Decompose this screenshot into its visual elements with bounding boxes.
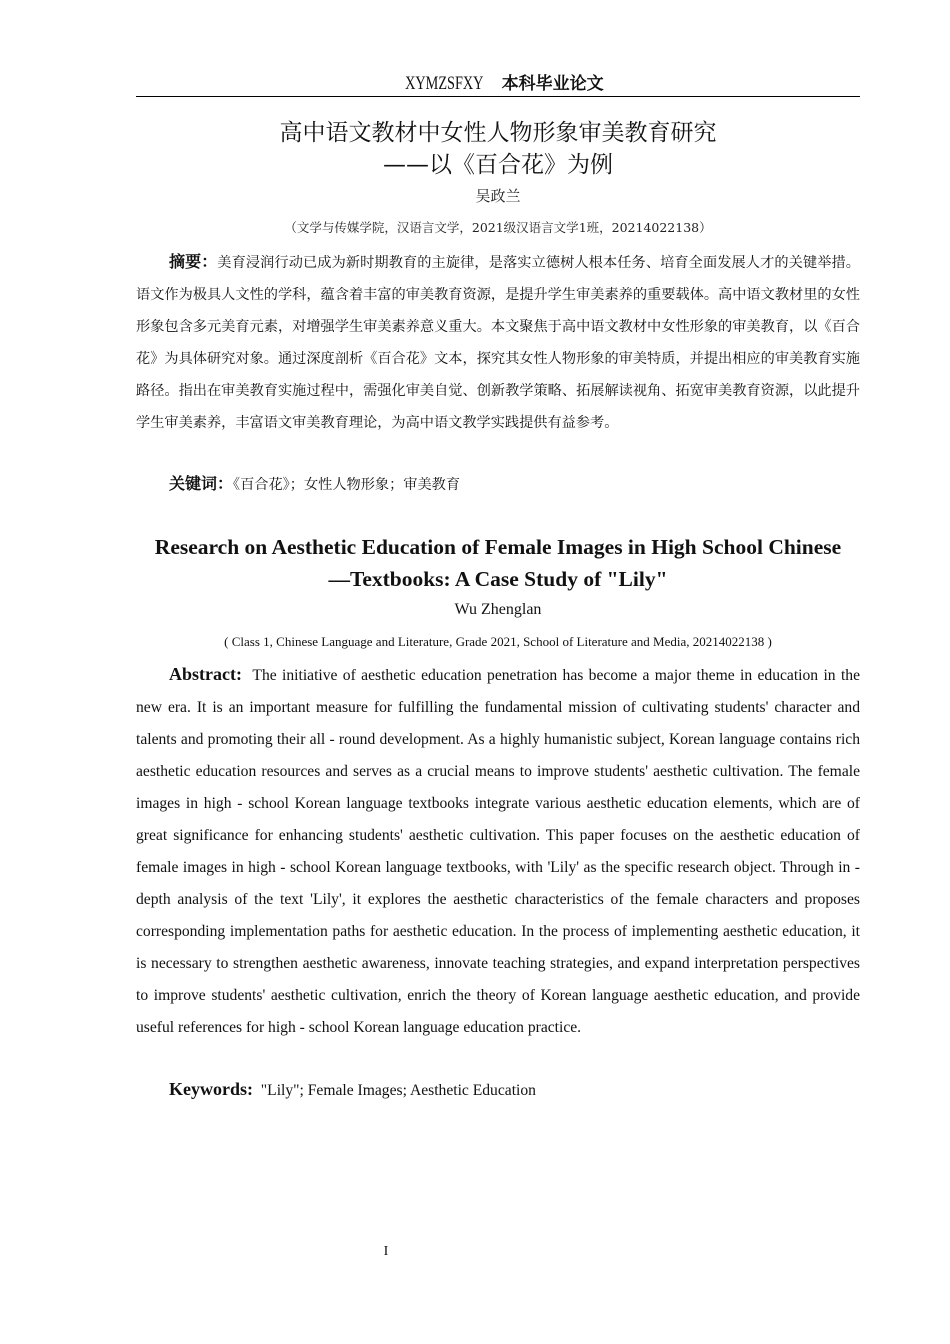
english-title-line2: —Textbooks: A Case Study of "Lily"	[328, 567, 668, 591]
english-title-line1: Research on Aesthetic Education of Female Images in High School Chinese	[154, 535, 842, 559]
english-keywords-text: "Lily"; Female Images; Aesthetic Education	[260, 1082, 536, 1099]
page-number: I	[383, 1244, 389, 1259]
english-abstract	[136, 658, 860, 1044]
chinese-keywords-text: 《百合花》；女性人物形象；审美教育	[233, 477, 461, 493]
chinese-author: 吴政兰	[475, 187, 521, 205]
chinese-affiliation: （文学与传媒学院，汉语言文学，2021级汉语言文学1班，20214022138）	[284, 220, 712, 235]
chinese-abstract	[136, 246, 860, 439]
english-author: Wu Zhenglan	[454, 601, 542, 618]
header-code: XYMZSFXY	[405, 73, 484, 94]
header-label: 本科毕业论文	[501, 74, 604, 94]
english-keywords-label: Keywords:	[169, 1079, 253, 1099]
english-abstract-label: Abstract:	[169, 664, 242, 684]
chinese-title	[136, 117, 860, 181]
chinese-keywords	[169, 469, 859, 500]
chinese-title-line1: 高中语文教材中女性人物形象审美教育研究	[279, 120, 717, 146]
english-affiliation: ( Class 1, Chinese Language and Literature, Grade 2021, School of Literature and Media, 20214022138 )	[224, 634, 772, 649]
header-divider	[136, 96, 860, 97]
english-abstract-text: The initiative of aesthetic education penetration has become a major theme in education in the new era. It is an important measure for fulfilling the fundamental mission of cultivating students' character and talents and promoting their all - round development. As a highly humanistic subject, Korean language contains rich aesthetic education resources and serves as a crucial means to improve students' aesthetic cultivation. The female images in high - school Korean language textbooks integrate various aesthetic education elements, which are of great significance for enhancing students' aesthetic cultivation. This paper focuses on the aesthetic education of female images in high - school Korean language textbooks, with 'Lily' as the specific research object. Through in - depth analysis of the text 'Lily', it explores the aesthetic characteristics of the female characters and proposes corresponding implementation paths for aesthetic education. In the process of implementing aesthetic education, it is necessary to strengthen aesthetic awareness, innovate teaching strategies, and expand interpretation perspectives to improve students' aesthetic cultivation, enrich the theory of Korean language aesthetic education, and provide useful references for high - school Korean language education practice.	[136, 667, 860, 1036]
chinese-keywords-label: 关键词：	[169, 474, 234, 493]
english-keywords	[169, 1074, 859, 1106]
running-header	[136, 72, 860, 96]
chinese-abstract-label: 摘要：	[169, 252, 218, 271]
english-title	[128, 531, 868, 595]
chinese-abstract-text: 美育浸润行动已成为新时期教育的主旋律，是落实立德树人根本任务、培育全面发展人才的关键举措。语文作为极具人文性的学科，蕴含着丰富的审美教育资源，是提升学生审美素养的重要载体。高中语文教材里的女性形象包含多元美育元素，对增强学生审美素养意义重大。本文聚焦于高中语文教材中女性形象的审美教育，以《百合花》为具体研究对象。通过深度剖析《百合花》文本，探究其女性人物形象的审美特质，并提出相应的审美教育实施路径。指出在审美教育实施过程中，需强化审美自觉、创新教学策略、拓展解读视角、拓宽审美教育资源，以此提升学生审美素养，丰富语文审美教育理论，为高中语文教学实践提供有益参考。	[136, 255, 860, 431]
chinese-title-line2: ——以《百合花》为例	[383, 152, 613, 178]
